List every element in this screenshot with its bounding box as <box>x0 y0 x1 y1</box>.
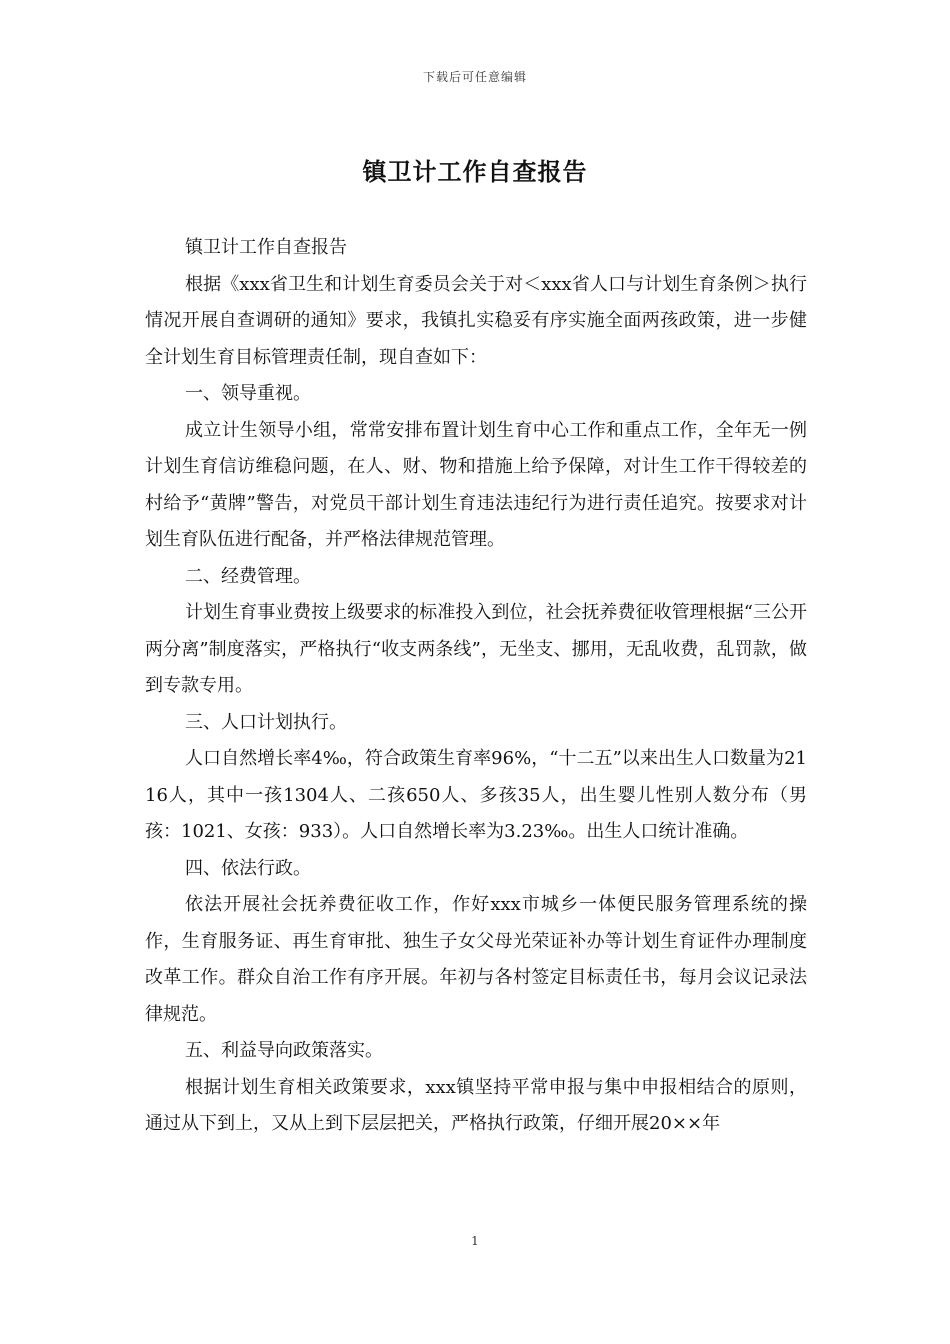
paragraph-funding: 计划生育事业费按上级要求的标准投入到位，社会抚养费征收管理根据“三公开两分离”制度落实，严格执行“收支两条线”，无坐支、挪用，无乱收费，乱罚款，做到专款专用。 <box>145 602 807 696</box>
section-heading-leadership: 一、领导重视。 <box>185 383 311 404</box>
header-note: 下载后可任意编辑 <box>422 70 527 84</box>
section-heading-funding: 二、经费管理。 <box>185 565 311 587</box>
document-body <box>145 230 807 1143</box>
page-number: 1 <box>471 1234 479 1248</box>
paragraph-incentive-policy: 根据计划生育相关政策要求，xxx镇坚持平常申报与集中申报相结合的原则，通过从下到上，又从上到下层层把关，严格执行政策，仔细开展20××年 <box>145 1076 807 1134</box>
paragraph-law-administration: 依法开展社会抚养费征收工作，作好xxx市城乡一体便民服务管理系统的操作，生育服务证、再生育审批、独生子女父母光荣证补办等计划生育证件办理制度改革工作。群众自治工作有序开展。年初与各村签定目标责任书，每月会议记录法律规范。 <box>145 894 807 1025</box>
paragraph-population-plan: 人口自然增长率4‰，符合政策生育率96%，“十二五”以来出生人口数量为2116人，其中一孩1304人、二孩650人、多孩35人，出生婴儿性别人数分布（男孩：1021、女孩：933）。人口自然增长率为3.23‰。出生人口统计准确。 <box>145 748 807 842</box>
section-heading-law-administration: 四、依法行政。 <box>185 857 311 879</box>
paragraph-intro: 根据《xxx省卫生和计划生育委员会关于对＜xxx省人口与计划生育条例＞执行情况开展自查调研的通知》要求，我镇扎实稳妥有序实施全面两孩政策，进一步健全计划生育目标管理责任制，现自查如下： <box>145 273 807 368</box>
document-title: 镇卫计工作自查报告 <box>362 157 588 186</box>
paragraph-leadership: 成立计生领导小组，常常安排布置计划生育中心工作和重点工作，全年无一例计划生育信访维稳问题，在人、财、物和措施上给予保障，对计生工作干得较差的村给予“黄牌”警告，对党员干部计划生育违法违纪行为进行责任追究。按要求对计划生育队伍进行配备，并严格法律规范管理。 <box>145 419 807 550</box>
section-heading-incentive-policy: 五、利益导向政策落实。 <box>185 1040 383 1061</box>
paragraph-subtitle: 镇卫计工作自查报告 <box>185 237 347 258</box>
section-heading-population-plan: 三、人口计划执行。 <box>185 711 347 733</box>
